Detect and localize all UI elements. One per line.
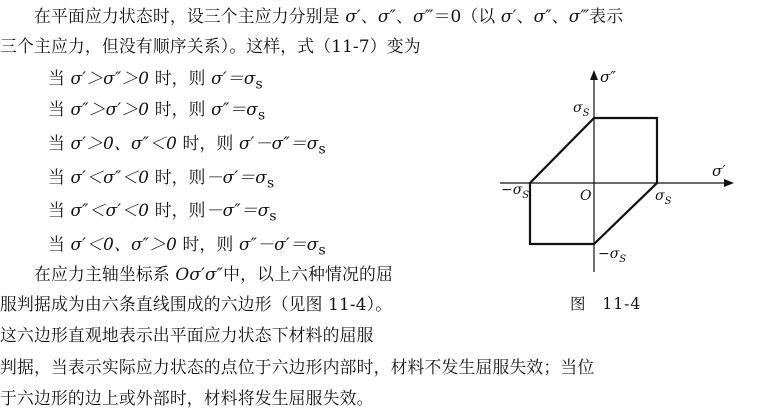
bottom-sigma-label: $-\sigma_S$	[598, 246, 627, 265]
paragraph-2-line-5: 于六边形的边上或外部时，材料将发生屈服失效。	[0, 388, 374, 408]
case-result: σ′－σ″＝σ	[239, 133, 319, 153]
text-run: 在平面应力状态时，设三个主应力分别是	[34, 6, 346, 26]
case-result: σ′＝σ	[211, 68, 256, 88]
yield-hexagon-figure	[490, 62, 750, 282]
case-subscript: s	[318, 242, 326, 259]
text-run: 在应力主轴坐标系	[34, 264, 176, 284]
case-condition: σ″＞σ′＞0	[70, 99, 150, 119]
case-mid: 时，则	[149, 200, 206, 220]
paragraph-2-line-3: 这六边形直观地表示出平面应力状态下材料的屈服	[0, 325, 374, 345]
x-axis-label: σ′	[712, 162, 726, 180]
sigma-double-prime: σ″	[377, 6, 396, 26]
left-sigma-label: $-\sigma_S$	[501, 182, 530, 201]
case-condition: σ′＜σ″＜0	[70, 167, 150, 187]
text-run: 表示	[589, 6, 624, 26]
separator: 、	[516, 6, 534, 26]
case-pre: 当	[48, 68, 71, 88]
case-condition: σ′＞0、σ″＜0	[70, 133, 178, 153]
case-mid: 时，则	[149, 99, 212, 119]
case-1	[48, 68, 263, 94]
paragraph-1-line-2: 三个主应力，但没有顺序关系）。这样，式（11-7）变为	[0, 36, 421, 56]
case-3	[48, 133, 326, 159]
sigma-triple-prime: σ‴	[412, 6, 434, 26]
text-run: ＝0（以	[433, 6, 501, 26]
case-mid: 时，则	[149, 167, 206, 187]
case-pre: 当	[48, 133, 71, 153]
top-sigma-label: $\sigma_S$	[573, 100, 590, 119]
case-4	[48, 167, 274, 193]
case-result: σ″＝σ	[211, 99, 258, 119]
text-run: 中，以上六种情况的屈	[223, 264, 393, 284]
y-axis-label: σ″	[600, 68, 616, 86]
case-result: －σ′＝σ	[205, 167, 267, 187]
y-axis-arrow-icon	[590, 70, 598, 80]
case-mid: 时，则	[177, 234, 240, 254]
sigma-triple-prime: σ‴	[568, 6, 590, 26]
case-6	[48, 234, 326, 260]
paragraph-2-line-4: 判据，当表示实际应力状态的点位于六边形内部时，材料不发生屈服失效；当位	[0, 357, 595, 377]
case-pre: 当	[48, 200, 71, 220]
paragraph-1-line-1	[34, 6, 623, 26]
coordinate-system: Oσ′σ″	[175, 264, 224, 284]
case-condition: σ′＞σ″＞0	[70, 68, 150, 88]
case-result: σ″－σ′＝σ	[239, 234, 319, 254]
case-2	[48, 99, 265, 125]
sigma-prime: σ′	[500, 6, 517, 26]
separator: 、	[395, 6, 413, 26]
paragraph-2-line-2: 服判据成为由六条直线围成的六边形（见图 11-4）。	[0, 294, 393, 314]
case-subscript: s	[269, 208, 277, 225]
case-subscript: s	[318, 141, 326, 158]
figure-caption: 图 11-4	[570, 295, 642, 313]
sigma-prime: σ′	[345, 6, 361, 26]
case-pre: 当	[48, 167, 71, 187]
case-5	[48, 200, 277, 226]
case-pre: 当	[48, 234, 71, 254]
case-subscript: s	[257, 107, 266, 124]
separator: 、	[551, 6, 569, 26]
case-subscript: s	[266, 175, 275, 192]
right-sigma-label: $\sigma_S$	[655, 188, 672, 207]
case-pre: 当	[48, 99, 71, 119]
case-mid: 时，则	[149, 68, 212, 88]
origin-label: O	[580, 188, 592, 204]
case-mid: 时，则	[177, 133, 240, 153]
case-condition: σ′＜0、σ″＞0	[70, 234, 178, 254]
x-axis-arrow-icon	[724, 179, 734, 187]
separator: 、	[360, 6, 378, 26]
case-subscript: s	[255, 76, 263, 93]
sigma-double-prime: σ″	[533, 6, 552, 26]
case-condition: σ″＜σ′＜0	[70, 200, 150, 220]
paragraph-2-line-1	[34, 264, 393, 284]
case-result: －σ″＝σ	[205, 200, 270, 220]
